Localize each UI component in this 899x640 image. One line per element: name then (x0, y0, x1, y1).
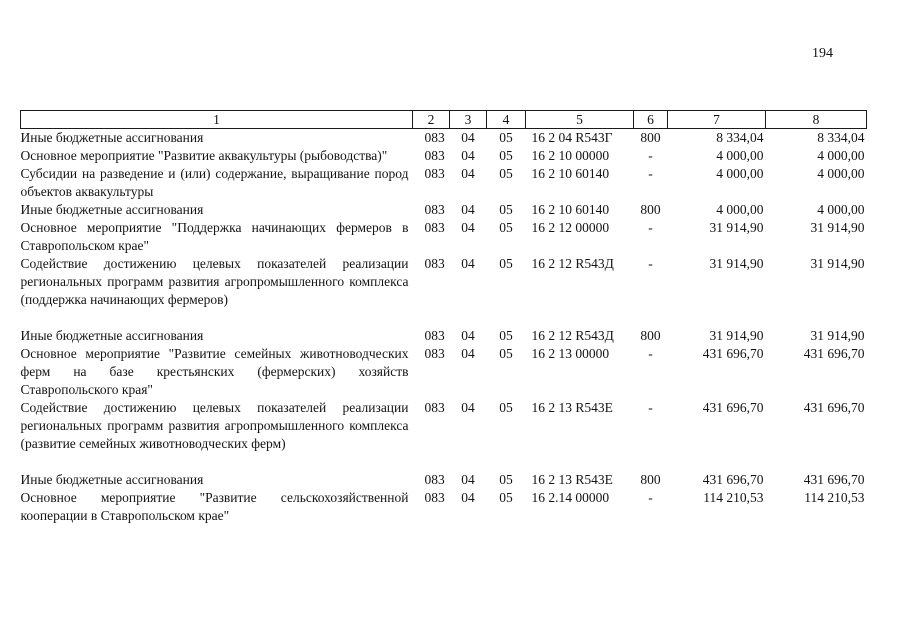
row-admin-code-cell: 083 (424, 166, 445, 181)
row-amount-col7-cell: 431 696,70 (702, 472, 764, 487)
row-amount-col8-cell: 431 696,70 (803, 400, 865, 415)
row-amount-col8-cell: 8 334,04 (817, 130, 865, 145)
row-target-article-cell: 16 2 10 00000 (531, 148, 610, 163)
row-section-cell: 04 (461, 346, 475, 361)
row-subsection-cell: 05 (499, 328, 513, 343)
budget-table (20, 110, 867, 525)
row-subsection-cell: 05 (499, 346, 513, 361)
row-amount-col8-cell: 31 914,90 (810, 328, 865, 343)
row-amount-col7-cell: 4 000,00 (716, 202, 764, 217)
row-name-cell: Содействие достижению целевых показателей реализации региональных программ развития агропромышленного комплекса (развитие семейных животноводческих ферм) (20, 400, 409, 451)
row-admin-code-cell: 083 (424, 220, 445, 235)
table-header (21, 111, 867, 129)
row-expense-type-cell: 800 (640, 202, 661, 217)
header-row (21, 111, 867, 129)
row-admin-code-cell: 083 (424, 346, 445, 361)
row-subsection-cell: 05 (499, 130, 513, 145)
row-expense-type-cell: 800 (640, 130, 661, 145)
row-target-article-cell: 16 2 10 60140 (531, 166, 610, 181)
row-expense-type-cell: - (648, 490, 653, 505)
row-section-cell: 04 (461, 472, 475, 487)
row-subsection-cell: 05 (499, 400, 513, 415)
row-section-cell: 04 (461, 202, 475, 217)
row-amount-col8-cell: 4 000,00 (817, 148, 865, 163)
row-amount-col7-cell: 4 000,00 (716, 148, 764, 163)
row-amount-col7-cell: 4 000,00 (716, 166, 764, 181)
table-row (21, 471, 867, 489)
row-expense-type-cell: - (648, 166, 653, 181)
table-row (21, 489, 867, 525)
row-target-article-cell: 16 2 13 00000 (531, 346, 610, 361)
table-row (21, 129, 867, 148)
row-admin-code-cell: 083 (424, 400, 445, 415)
row-amount-col8-cell: 31 914,90 (810, 220, 865, 235)
row-admin-code-cell: 083 (424, 490, 445, 505)
row-section-cell: 04 (461, 130, 475, 145)
row-expense-type-cell: - (648, 400, 653, 415)
column-header-7: 7 (668, 111, 766, 129)
row-name-cell: Субсидии на разведение и (или) содержание, выращивание пород объектов аквакультуры (20, 166, 409, 199)
row-subsection-cell: 05 (499, 202, 513, 217)
row-amount-col7-cell: 114 210,53 (703, 490, 764, 505)
row-subsection-cell: 05 (499, 490, 513, 505)
table-row (21, 345, 867, 399)
table-row (21, 399, 867, 471)
row-amount-col7-cell: 31 914,90 (709, 220, 764, 235)
row-amount-col7-cell: 431 696,70 (702, 346, 764, 361)
row-target-article-cell: 16 2 13 R543Е (531, 400, 613, 415)
row-subsection-cell: 05 (499, 166, 513, 181)
row-section-cell: 04 (461, 490, 475, 505)
row-admin-code-cell: 083 (424, 472, 445, 487)
row-expense-type-cell: - (648, 256, 653, 271)
row-amount-col8-cell: 31 914,90 (810, 256, 865, 271)
column-header-5: 5 (526, 111, 634, 129)
row-amount-col8-cell: 4 000,00 (817, 166, 865, 181)
row-name-cell: Основное мероприятие "Развитие семейных животноводческих ферм на базе крестьянских (фермерских) хозяйств Ставропольского края" (20, 346, 409, 397)
row-subsection-cell: 05 (499, 256, 513, 271)
row-amount-col7-cell: 31 914,90 (709, 328, 764, 343)
column-header-6: 6 (634, 111, 668, 129)
row-admin-code-cell: 083 (424, 130, 445, 145)
row-target-article-cell: 16 2 12 R543Д (531, 256, 614, 271)
row-amount-col7-cell: 431 696,70 (702, 400, 764, 415)
column-header-8: 8 (766, 111, 867, 129)
row-name-cell: Основное мероприятие "Развитие аквакультуры (рыбоводства)" (20, 148, 388, 163)
row-expense-type-cell: - (648, 220, 653, 235)
row-expense-type-cell: - (648, 148, 653, 163)
table-row (21, 165, 867, 201)
column-header-3: 3 (450, 111, 487, 129)
row-target-article-cell: 16 2 04 R543Г (531, 130, 613, 145)
row-expense-type-cell: - (648, 346, 653, 361)
table-row (21, 219, 867, 255)
row-target-article-cell: 16 2 12 R543Д (531, 328, 614, 343)
column-header-4: 4 (487, 111, 526, 129)
row-subsection-cell: 05 (499, 472, 513, 487)
row-amount-col8-cell: 431 696,70 (803, 346, 865, 361)
row-admin-code-cell: 083 (424, 148, 445, 163)
row-target-article-cell: 16 2.14 00000 (531, 490, 610, 505)
row-name-cell: Основное мероприятие "Развитие сельскохозяйственной кооперации в Ставропольском крае" (20, 490, 409, 523)
row-expense-type-cell: 800 (640, 328, 661, 343)
row-subsection-cell: 05 (499, 220, 513, 235)
table-row (21, 147, 867, 165)
table-row (21, 201, 867, 219)
row-name-cell: Иные бюджетные ассигнования (20, 130, 204, 145)
row-section-cell: 04 (461, 328, 475, 343)
row-amount-col8-cell: 4 000,00 (817, 202, 865, 217)
row-section-cell: 04 (461, 220, 475, 235)
row-target-article-cell: 16 2 12 00000 (531, 220, 610, 235)
column-header-2: 2 (413, 111, 450, 129)
table-body (21, 129, 867, 526)
row-amount-col7-cell: 8 334,04 (716, 130, 764, 145)
row-admin-code-cell: 083 (424, 256, 445, 271)
page-number: 194 (812, 46, 833, 61)
column-header-1: 1 (21, 111, 413, 129)
table-row (21, 255, 867, 327)
row-name-cell: Иные бюджетные ассигнования (20, 202, 204, 217)
row-section-cell: 04 (461, 400, 475, 415)
row-section-cell: 04 (461, 256, 475, 271)
row-name-cell: Иные бюджетные ассигнования (20, 328, 204, 343)
row-admin-code-cell: 083 (424, 328, 445, 343)
row-amount-col8-cell: 114 210,53 (804, 490, 865, 505)
table-row (21, 327, 867, 345)
row-target-article-cell: 16 2 13 R543Е (531, 472, 613, 487)
row-section-cell: 04 (461, 148, 475, 163)
row-subsection-cell: 05 (499, 148, 513, 163)
row-section-cell: 04 (461, 166, 475, 181)
row-name-cell: Иные бюджетные ассигнования (20, 472, 204, 487)
row-name-cell: Основное мероприятие "Поддержка начинающих фермеров в Ставропольском крае" (20, 220, 409, 253)
row-amount-col7-cell: 31 914,90 (709, 256, 764, 271)
row-target-article-cell: 16 2 10 60140 (531, 202, 610, 217)
row-amount-col8-cell: 431 696,70 (803, 472, 865, 487)
row-expense-type-cell: 800 (640, 472, 661, 487)
row-name-cell: Содействие достижению целевых показателей реализации региональных программ развития агропромышленного комплекса (поддержка начинающих фермеров) (20, 256, 409, 307)
row-admin-code-cell: 083 (424, 202, 445, 217)
